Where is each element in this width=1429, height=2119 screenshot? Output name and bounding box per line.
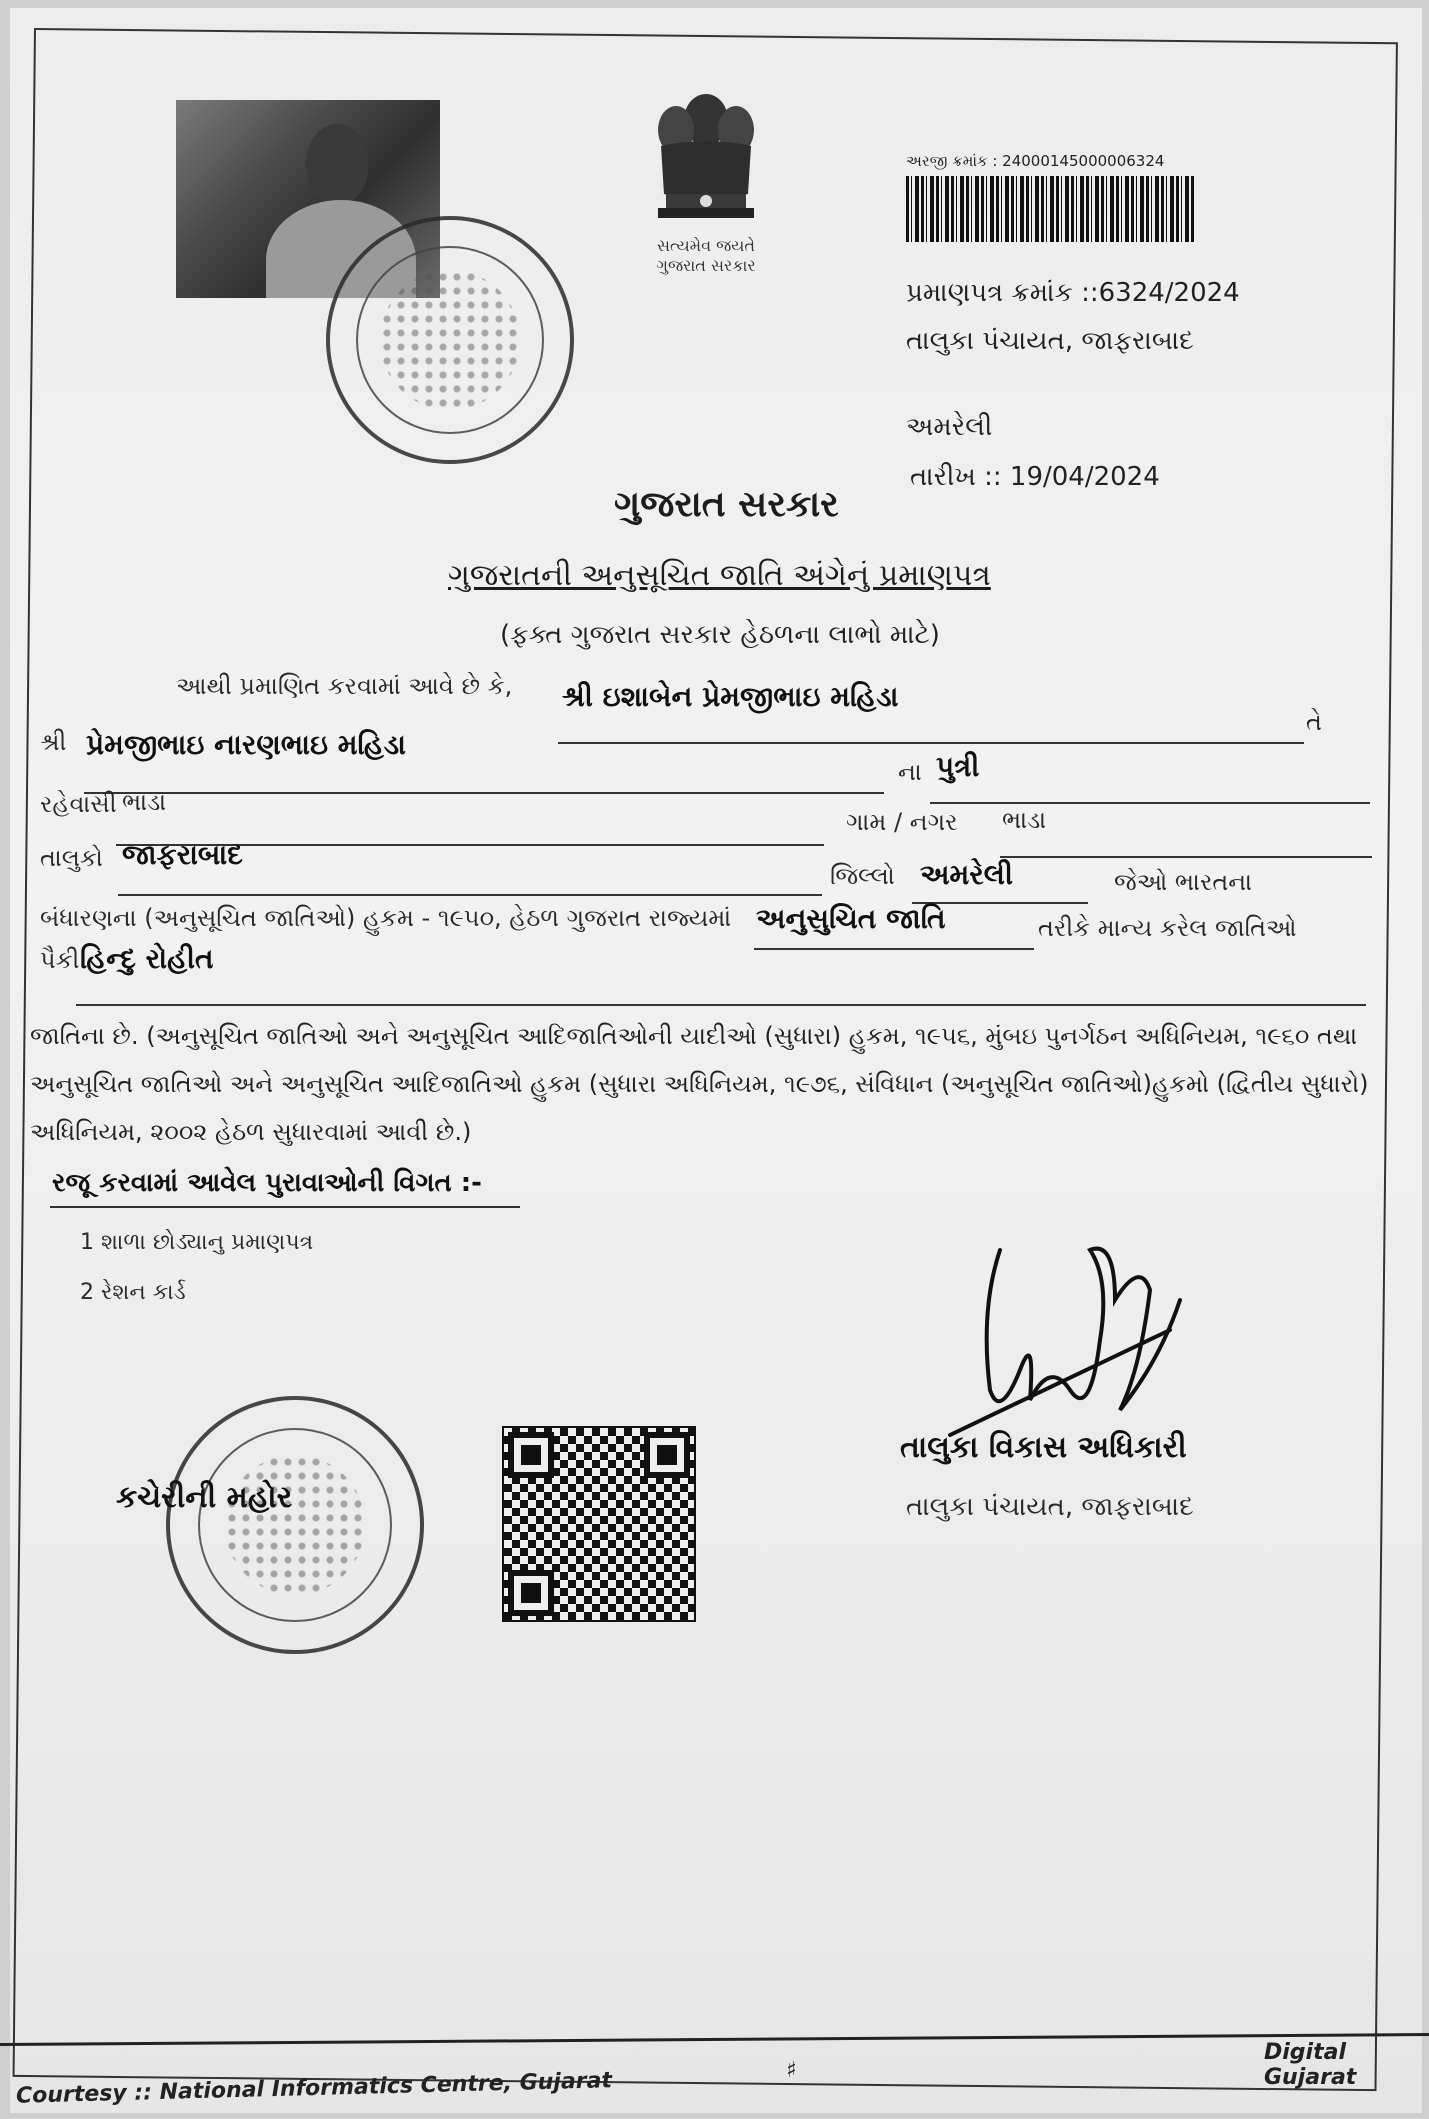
taluka-label: તાલુકો xyxy=(40,844,103,872)
issue-date: તારીખ :: 19/04/2024 xyxy=(910,462,1160,492)
resident-value: ભાડા xyxy=(122,788,167,816)
relation-line xyxy=(930,802,1370,804)
constitution-text: બંધારણના (અનુસૂચિત જાતિઓ) હુકમ - ૧૯૫૦, હેઠળ ગુજરાત રાજ્યમાં xyxy=(40,904,732,932)
evidence-heading-line xyxy=(50,1206,520,1208)
taluka-line xyxy=(118,894,822,896)
footer-courtesy: Courtesy :: National Informatics Centre, Gujarat xyxy=(15,2068,613,2109)
father-name: પ્રેમજીભાઇ નારણભાઇ મહિડા xyxy=(86,728,407,761)
legal-line-1: જાતિના છે. (અનુસૂચિત જાતિઓ અને અનુસૂચિત આદિજાતિઓની યાદીઓ (સુધારા) હુકમ, ૧૯૫૬, મુંબઇ પુનર્ગઠન અધિનિયમ, ૧૯૬૦ તથા xyxy=(30,1022,1358,1050)
district-value: અમરેલી xyxy=(920,858,1013,891)
relation: પુત્રી xyxy=(936,750,980,783)
village-line xyxy=(1000,856,1372,858)
category-line xyxy=(754,948,1034,950)
issuing-district: અમરેલી xyxy=(906,412,993,442)
certificate-subtitle: ગુજરાતની અનુસૂચિત જાતિ અંગેનું પ્રમાણપત્ર xyxy=(448,558,991,593)
evidence-heading: રજૂ કરવામાં આવેલ પુરાવાઓની વિગત :- xyxy=(52,1168,482,1198)
office-seal-label: કચેરીની મહોર xyxy=(116,1480,293,1515)
taluka-value: જાફરાબાદ xyxy=(122,838,243,871)
india-text: જેઓ ભારતના xyxy=(1114,868,1253,896)
father-line xyxy=(84,792,884,794)
certificate-note: (ફક્ત ગુજરાત સરકાર હેઠળના લાભો માટે) xyxy=(500,620,940,650)
shri-label: શ્રી xyxy=(40,728,67,756)
certificate-number: પ્રમાણપત્ર ક્રમાંક ::6324/2024 xyxy=(906,278,1240,308)
recognized-text: તરીકે માન્ય કરેલ જાતિઓ xyxy=(1038,914,1297,942)
evidence-item: 2 રેશન કાર્ડ xyxy=(80,1280,186,1305)
na-label: ના xyxy=(898,758,922,786)
emblem-caption xyxy=(620,236,792,276)
signature-mark xyxy=(940,1220,1200,1450)
page-title: ગુજરાત સરકાર xyxy=(614,484,839,525)
footer-brand: Digital Gujarat xyxy=(1264,2040,1357,2090)
evidence-item: 1 શાળા છોડ્યાનુ પ્રમાણપત્ર xyxy=(80,1230,314,1255)
qr-code xyxy=(502,1426,696,1622)
emblem-govt: ગુજરાત સરકાર xyxy=(656,256,756,275)
village-label: ગામ / નગર xyxy=(846,808,958,836)
signatory-title: તાલુકા વિકાસ અધિકારી xyxy=(900,1430,1187,1465)
legal-paragraph xyxy=(30,1012,1390,1156)
among-label: પૈકી xyxy=(40,946,80,974)
legal-line-3: અધિનિયમ, ૨૦૦૨ હેઠળ સુધારવામાં આવી છે.) xyxy=(30,1118,472,1146)
district-label: જિલ્લો xyxy=(830,862,895,890)
signatory-office: તાલુકા પંચાયત, જાફરાબાદ xyxy=(906,1492,1194,1522)
issuing-office: તાલુકા પંચાયત, જાફરાબાદ xyxy=(906,326,1194,356)
resident-label: રહેવાસી xyxy=(40,790,117,818)
footer-mark: ♯ xyxy=(786,2058,797,2083)
legal-line-2: અનુસૂચિત જાતિઓ અને અનુસૂચિત આદિજાતિઓ હુકમ (સુધારા અધિનિયમ, ૧૯૭૬, સંવિધાન (અનુસૂચિત જાતિઓ)હુકમો (દ્વિતીય સુધારો) xyxy=(30,1070,1369,1098)
caste-line xyxy=(76,1004,1366,1006)
category-value: અનુસુચિત જાતિ xyxy=(756,902,946,935)
application-number: અરજી ક્રમાંક : 24000145000006324 xyxy=(906,152,1165,170)
te-label: તે xyxy=(1306,708,1322,736)
intro-text: આથી પ્રમાણિત કરવામાં આવે છે કે, xyxy=(176,672,513,700)
office-seal xyxy=(166,1396,424,1654)
photo-seal xyxy=(326,216,574,464)
caste-value: હિન્દુ રોહીત xyxy=(80,942,214,975)
applicant-name: શ્રી ઇશાબેન પ્રેમજીભાઇ મહિડા xyxy=(562,680,899,713)
national-emblem-icon xyxy=(636,86,776,236)
emblem-motto: સત્યમેવ જયતે xyxy=(657,236,755,255)
applicant-line xyxy=(558,742,1304,744)
barcode xyxy=(906,176,1196,242)
village-value: ભાડા xyxy=(1002,806,1047,834)
